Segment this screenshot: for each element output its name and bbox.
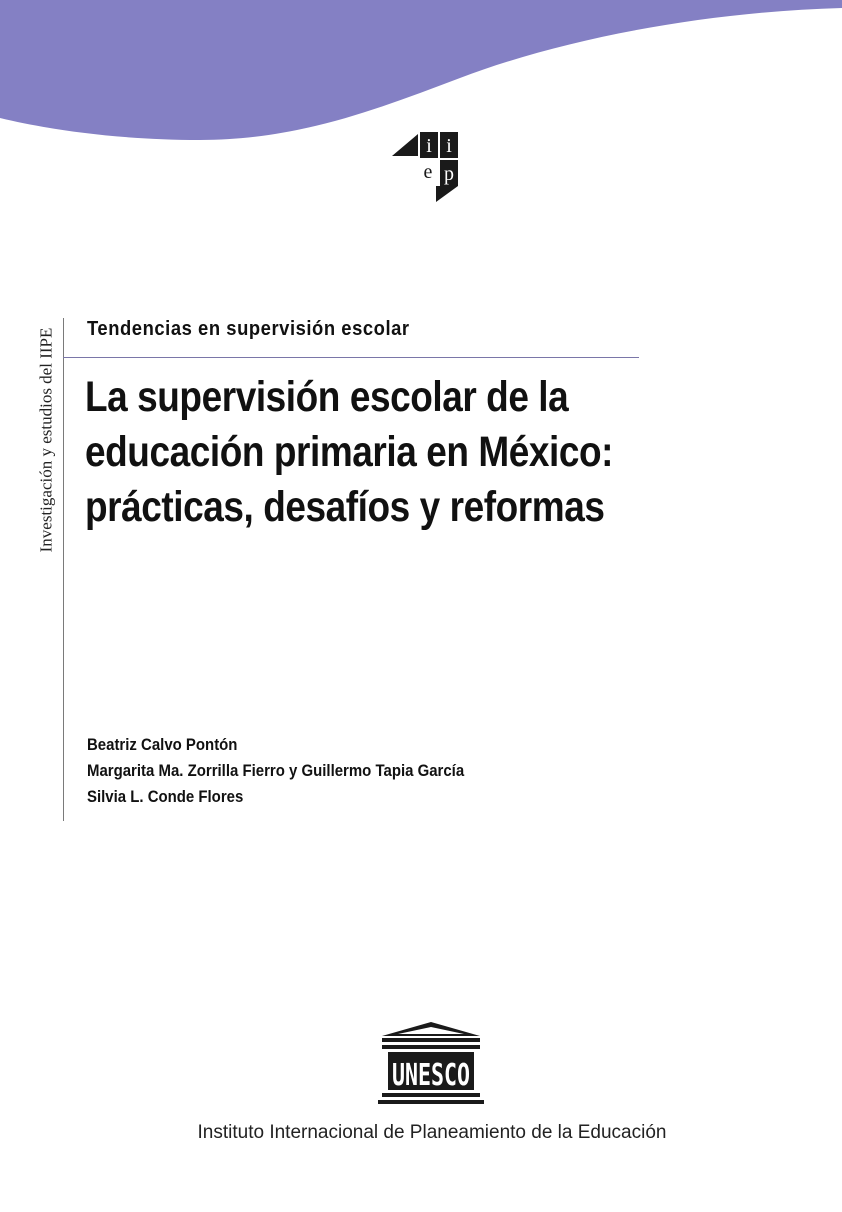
vertical-rule — [63, 318, 64, 821]
author-line: Beatriz Calvo Pontón — [87, 735, 238, 754]
institute-name: Instituto Internacional de Planeamiento de la Educación — [197, 1122, 667, 1143]
iiep-logo-letter-e: e — [423, 161, 433, 183]
iiep-logo-icon — [392, 128, 468, 206]
horizontal-rule — [63, 357, 639, 358]
iiep-logo-letter-i1: i — [426, 135, 432, 157]
collection-spine — [36, 300, 56, 580]
book-title — [85, 370, 618, 535]
author-line: Margarita Ma. Zorrilla Fierro y Guillermo Tapia García — [87, 761, 465, 780]
iiep-logo-letter-i2: i — [446, 135, 452, 157]
book-title-line: educación primaria en México: — [85, 428, 614, 476]
author-line: Silvia L. Conde Flores — [87, 787, 244, 806]
book-title-line: prácticas, desafíos y reformas — [85, 483, 605, 531]
book-title-line: La supervisión escolar de la — [85, 373, 569, 421]
unesco-logo-text: UNESCO — [392, 1058, 470, 1093]
series-title: Tendencias en supervisión escolar — [87, 318, 410, 340]
unesco-temple-icon — [378, 1022, 484, 1106]
iiep-logo-letter-p: p — [444, 163, 454, 185]
collection-spine-text: Investigación y estudios del IIPE — [36, 327, 55, 553]
author-list — [87, 732, 464, 810]
